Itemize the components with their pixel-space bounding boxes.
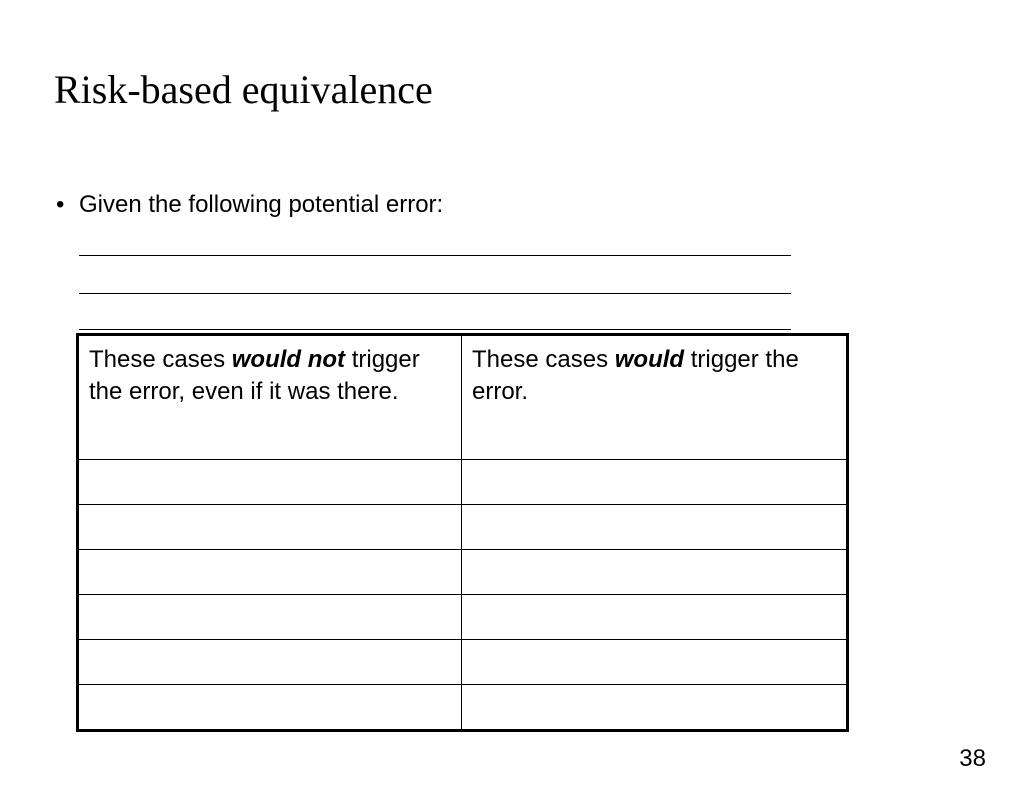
table-header-row bbox=[78, 335, 848, 460]
table-row bbox=[78, 460, 848, 505]
would-not-trigger-cell bbox=[78, 460, 462, 505]
table-row bbox=[78, 640, 848, 685]
header-text: These cases bbox=[89, 346, 232, 373]
would-trigger-cell bbox=[462, 505, 848, 550]
would-not-trigger-cell bbox=[78, 640, 462, 685]
would-trigger-cell bbox=[462, 685, 848, 731]
table-row bbox=[78, 595, 848, 640]
bullet-marker: • bbox=[56, 191, 65, 218]
header-emphasis: would not bbox=[231, 346, 346, 373]
slide-title: Risk-based equivalence bbox=[54, 67, 433, 112]
fill-in-blank-line bbox=[79, 255, 791, 256]
would-trigger-header bbox=[462, 335, 848, 460]
header-text: trigger the error, even if it was there. bbox=[89, 346, 420, 405]
would-trigger-cell bbox=[462, 640, 848, 685]
would-not-trigger-cell bbox=[78, 550, 462, 595]
bullet-text: Given the following potential error: bbox=[79, 191, 444, 218]
would-trigger-cell bbox=[462, 595, 848, 640]
fill-in-blank-line bbox=[79, 329, 791, 330]
would-trigger-cell bbox=[462, 550, 848, 595]
would-not-trigger-cell bbox=[78, 505, 462, 550]
page-number: 38 bbox=[959, 745, 986, 772]
would-not-trigger-header bbox=[78, 335, 462, 460]
header-text: These cases bbox=[472, 346, 615, 373]
header-emphasis: would bbox=[614, 346, 685, 373]
would-trigger-cell bbox=[462, 460, 848, 505]
would-not-trigger-cell bbox=[78, 595, 462, 640]
would-not-trigger-cell bbox=[78, 685, 462, 731]
table-row bbox=[78, 550, 848, 595]
header-text: trigger the error. bbox=[472, 346, 799, 405]
fill-in-blank-line bbox=[79, 293, 791, 294]
table-row bbox=[78, 505, 848, 550]
table-row bbox=[78, 685, 848, 731]
cases-table bbox=[76, 333, 849, 732]
